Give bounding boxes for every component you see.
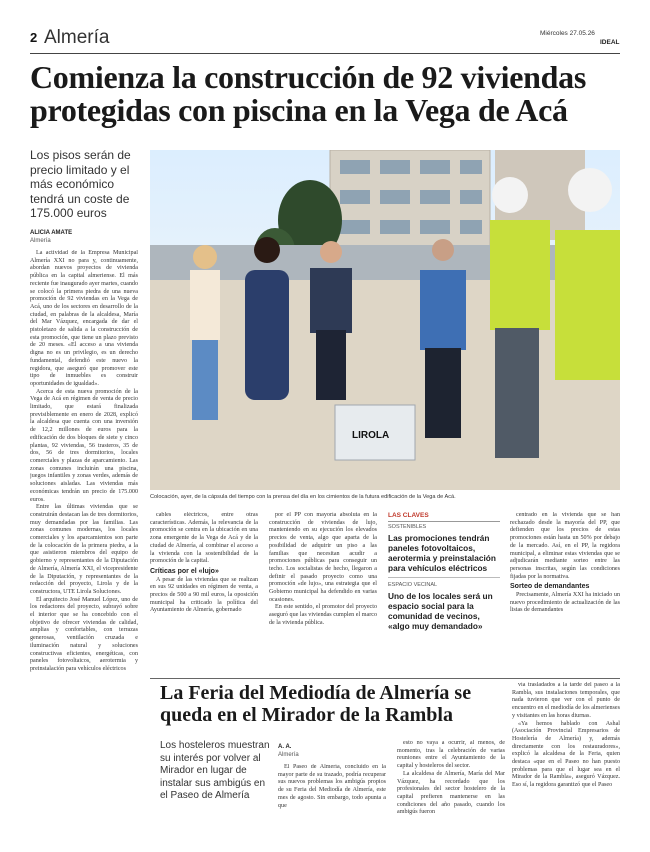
paragraph: El Paseo de Almería, concluido en la mayor parte de su trazado, podría recuperar sus nuevos problemas los ambigús propios de su Feria del Mediodía de Almería, este mes de agosto. Sin embargo, todo apunta a que bbox=[278, 764, 386, 809]
paragraph: «Ya hemos hablado con Ashal (Asociación Provincial Empresarios de Hostelería de Almería) y, además directamente con los restauradores», explicó la alcaldesa de la Feria, quien destaca «que en el Paseo no han puesto problemas para que el lugar sea en el Mirador de la Rambla», aseguró Vázquez. Eso sí, la regidora garantizó que el Paseo bbox=[512, 720, 620, 789]
paragraph: Precisamente, Almería XXI ha iniciado un nuevo procedimiento de actualización de las listas de demandantes bbox=[510, 592, 620, 614]
header-rule bbox=[30, 53, 620, 54]
main-headline: Comienza la construcción de 92 viviendas protegidas con piscina en la Vega de Acá bbox=[30, 59, 586, 128]
paragraph: esto no vaya a ocurrir, al menos, de momento, tras la celebración de varias reuniones entre el Ayuntamiento de la capital y hosteleros del sector. bbox=[397, 740, 505, 770]
page-number: 2 bbox=[30, 30, 38, 45]
paragraph: Entre las últimas viviendas que se construirán destacan las de tres dormitorios, muy demandadas por las familias. Las zonas comunes modernas, los locales comerciales y los aparcamientos son parte de la colocación de la primera piedra, a la que asistieron miembros del equipo de gobierno y representantes de la Diputación de Almería, Almería XXI, el vicepresidente de la Diputación, y representantes de la redacción del proyecto, Lirola y de la constructora, UTE Lirola Soluciones. bbox=[30, 504, 138, 595]
story2-headline: La Feria del Mediodía de Almería se queda en el Mirador de la Rambla bbox=[160, 682, 472, 726]
key-point-title: Uno de los locales será un espacio social para la comunidad de vecinos, «algo muy demandado» bbox=[388, 591, 493, 631]
key-point-tag: ESPACIO VECINAL bbox=[388, 582, 438, 588]
body-column-3 bbox=[269, 512, 377, 672]
column-subhead: Críticas por el «lujo» bbox=[150, 567, 219, 575]
key-points-label: LAS CLAVES bbox=[388, 512, 429, 519]
paragraph: La alcaldesa de Almería, María del Mar Vázquez, ha recordado que los profesionales del sector hostelero de la capital prefieren mantenerse en las condiciones del año pasado, cuando los ambigús fueron bbox=[397, 770, 505, 816]
paragraph: A pesar de las viviendas que se realizan en sus 92 unidades en régimen de venta, a precios de 500 a 90 mil euros, la oposición municipal ha criticado la política del Ayuntamiento de Almería, gobernado bbox=[150, 576, 258, 614]
divider bbox=[388, 521, 500, 522]
byline-author: ALICIA AMATE bbox=[30, 230, 73, 236]
key-point-tag: SOSTENIBLES bbox=[388, 524, 427, 530]
subheadline: Los pisos serán de precio limitado y el más económico tendrá un coste de 175.000 euros bbox=[30, 148, 131, 220]
story2-author: A. A. bbox=[278, 744, 292, 750]
body-column-2 bbox=[150, 512, 258, 672]
paragraph: La actividad de la Empresa Municipal Almería XXI no para y, continuamente, abordan nuevos proyectos de vivienda pública en la capital almeriense. El más reciente fue inaugurado ayer martes, cuando se colocó la primera piedra de una nueva promoción de 92 viviendas en la Vega de Acá, uno de los sectores en desarrollo de la ciudad, en palabras de la alcaldesa, María del Mar Vázquez, encargada de dar el pistoletazo de salida a la construcción de esta promoción, que tiene un plazo previsto de 20 meses. «El acceso a una vivienda digna no es un privilegio, es un derecho fundamental, defendió este nuevo la regidora, que aseguró que promover este tipo de inmuebles es construir oportunidades de igualdad». bbox=[30, 250, 138, 387]
key-points-box bbox=[388, 512, 500, 672]
photo-caption: Colocación, ayer, de la cápsula del tiempo con la prensa del día en los cimientos de la futura edificación de la Vega de Acá. bbox=[150, 494, 456, 500]
story2-subhead: Los hosteleros muestran su interés por volver al Mirador en lugar de instalar sus ambigús en el Paseo de Almería bbox=[160, 740, 270, 801]
paragraph: El arquitecto José Manuel López, uno de los redactores del proyecto, subrayó sobre el interior que se ha concebido con el objetivo de ofrecer viviendas de calidad, amplias y confortables, con terrazas generosas, ventilación cruzada e iluminación natural y soluciones constructivas eficientes, energéticas, con paneles fotovoltaicos, aerotermia y preinstalación para vehículos eléctricos bbox=[30, 596, 138, 672]
paragraph: vía trasladados a la tarde del paseo a la Rambla, sus instalaciones temporales, que nada tuvieron que ver con el punto de encuentro en el mediodía de los almerienses y visitantes en las horas diurnas. bbox=[512, 682, 620, 719]
paragraph: centrado en la vivienda que se han rechazado desde la mayoría del PP, que defienden que los precios de estas promociones están hasta un 50% por debajo de la mercado. Así, en el PP, la regidora municipal, a eliminar estas viviendas que se adjudicarán mediante sorteo entre las personas inscritas, según las condiciones fijadas por la normativa. bbox=[510, 512, 620, 580]
body-column-5 bbox=[510, 512, 620, 672]
paragraph: cables eléctricos, entre otras características. Además, la relevancia de la promoción se centra en la ubicación en una zona emergente de la Vega de Acá y de la ciudad de Almería, al combinar el acceso a la vivienda con la sostenibilidad de la promoción de la capital. bbox=[150, 512, 258, 565]
divider bbox=[388, 577, 500, 578]
paragraph: por el PP con mayoría absoluta en la construcción de viviendas de lujo, manteniendo en su ejecución los elevados precios de venta, algo que aparta de la posibilidad de adquirir un piso a las familias que necesitan acudir a promociones públicas para conseguir un techo. Los socialistas de hecho, llegaron a definir el pasado proyecto como una promoción «de lujo», una estrategia que el Gobierno municipal ha defendido en varias ocasiones. bbox=[269, 512, 377, 603]
key-point-title: Las promociones tendrán paneles fotovoltaicos, aerotermia y preinstalación para vehículos eléctricos bbox=[388, 533, 496, 573]
story2-column-1 bbox=[278, 764, 386, 844]
paragraph: En este sentido, el promotor del proyecto aseguró que las viviendas cumplen el marco de la vivienda pública. bbox=[269, 604, 377, 626]
newspaper-name: IDEAL bbox=[600, 39, 620, 46]
capsule-sign: LIROLA bbox=[352, 430, 390, 441]
story-divider bbox=[150, 678, 620, 679]
story2-column-2 bbox=[397, 740, 505, 844]
column-subhead: Sorteo de demandantes bbox=[510, 583, 590, 591]
main-photo bbox=[150, 150, 620, 490]
body-column-1 bbox=[30, 250, 138, 840]
edition-date: Miércoles 27.05.26 bbox=[540, 30, 595, 37]
story2-location: Almería bbox=[278, 752, 299, 758]
paragraph: Acerca de esta nueva promoción de la Vega de Acá en régimen de venta de precio limitado, que estará finalizada previsiblemente en enero de 2028, explicó la alcaldesa que cuenta con una inversión de 12,2 millones de euros para la edificación de dos bloques de siete y cinco plantas, 92 viviendas, 56 trasteros, 35 de dos, 56 de tres dormitorios, locales comerciales y plazas de aparcamiento. Las zonas comunes incluirán una piscina, juegos infantiles y zonas verdes, además de soluciones aisladas. Las viviendas más económicas tendrán un precio de 175.000 euros. bbox=[30, 388, 138, 503]
byline-location: Almería bbox=[30, 238, 51, 244]
section-name: Almería bbox=[44, 27, 110, 48]
story2-column-3 bbox=[512, 682, 620, 844]
